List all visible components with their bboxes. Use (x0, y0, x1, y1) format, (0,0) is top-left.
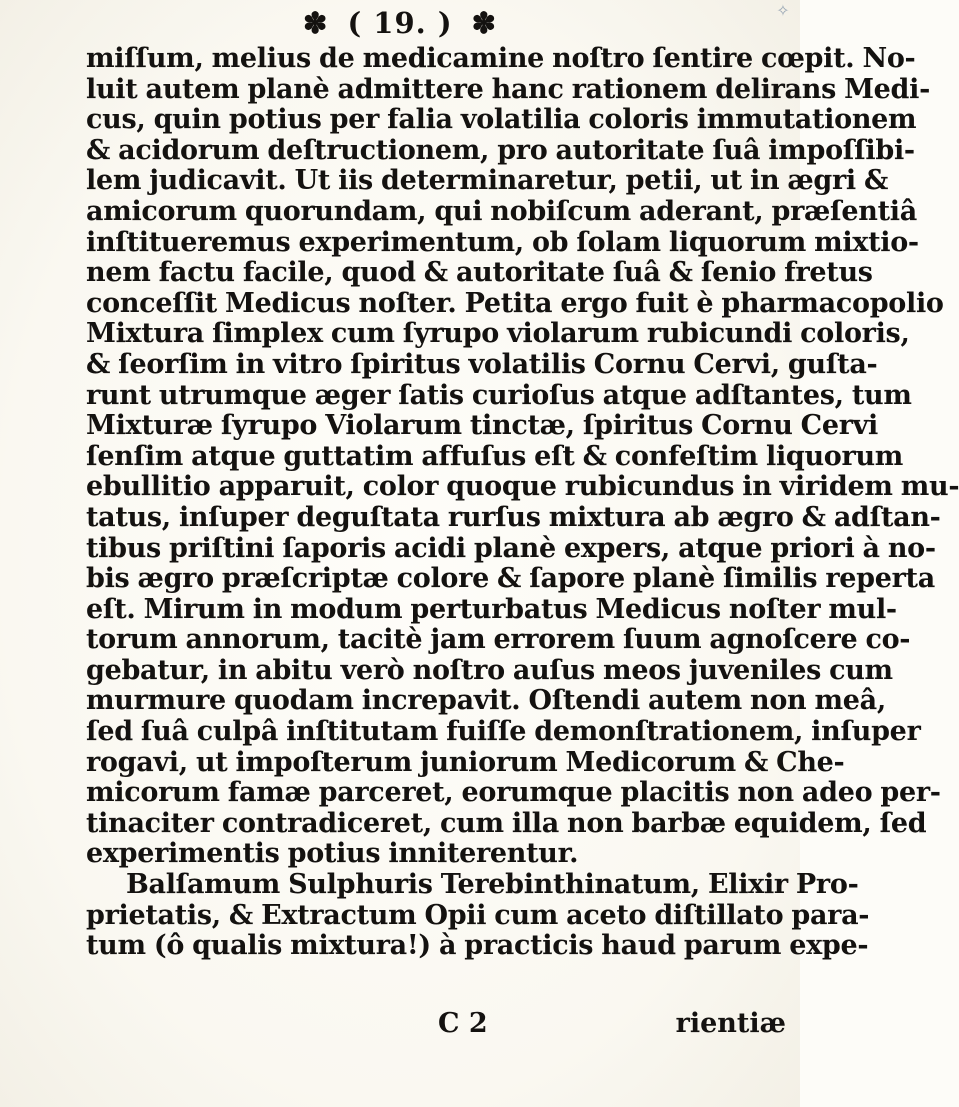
text-line: tinaciter contradiceret, cum illa non barbæ equidem, ſed (86, 807, 927, 839)
text-line: runt utrumque æger ſatis curioſus atque adſtantes, tum (86, 379, 912, 411)
text-line: miſſum, melius de medicamine noſtro ſentire cœpit. No- (86, 43, 916, 74)
text-line: tibus priſtini ſaporis acidi planè expers, atque priori à no- (86, 532, 936, 564)
text-line: rogavi, ut impoſterum juniorum Medicorum & Che- (86, 746, 845, 778)
signature-mark: C 2 (438, 1008, 488, 1039)
text-line: eſt. Mirum in modum perturbatus Medicus noſter mul- (86, 593, 897, 625)
catchword: rientiæ (675, 1008, 786, 1039)
text-line: murmure quodam increpavit. Oſtendi autem non meâ, (86, 685, 886, 717)
text-line: & ſeorſim in vitro ſpiritus volatilis Cornu Cervi, guſta- (86, 348, 878, 380)
page-header (0, 6, 800, 40)
text-line: gebatur, in abitu verò noſtro auſus meos juveniles cum (86, 654, 893, 686)
left-ornament: ✽ (303, 6, 329, 40)
body-text (86, 43, 959, 962)
text-line: tum (ô qualis mixtura!) à practicis haud parum expe- (86, 930, 869, 962)
text-line: luit autem planè admittere hanc rationem delirans Medi- (86, 73, 930, 105)
text-line: & acidorum deſtructionem, pro autoritate ſuâ impoſſibi- (86, 134, 915, 166)
page-footer (86, 1008, 786, 1040)
text-line: torum annorum, tacitè jam errorem ſuum agnoſcere co- (86, 624, 911, 656)
text-line: prietatis, & Extractum Opii cum aceto diſtillato para- (86, 899, 870, 931)
text-line-paragraph-end: experimentis potius inniterentur. (86, 838, 579, 870)
text-line: ebullitio apparuit, color quoque rubicundus in viridem mu- (86, 471, 959, 503)
text-line: nem factu facile, quod & autoritate ſuâ & ſenio fretus (86, 257, 873, 289)
text-line: conceſſit Medicus noſter. Petita ergo fuit è pharmacopolio (86, 287, 944, 319)
text-line: inſtitueremus experimentum, ob ſolam liquorum mixtio- (86, 226, 919, 258)
text-line: Mixtura ſimplex cum ſyrupo violarum rubicundi coloris, (86, 318, 910, 350)
text-line-paragraph-start: Balſamum Sulphuris Terebinthinatum, Elixir Pro- (126, 869, 859, 901)
text-line: lem judicavit. Ut iis determinaretur, petii, ut in ægri & (86, 165, 889, 197)
text-line: amicorum quorundam, qui nobiſcum aderant, præſentiâ (86, 195, 917, 227)
text-line: ſed ſuâ culpâ inſtitutam fuiſſe demonſtrationem, inſuper (86, 716, 921, 748)
page-number: ( 19. ) (347, 6, 453, 40)
text-line: micorum famæ parceret, eorumque placitis non adeo per- (86, 777, 941, 809)
right-ornament: ✽ (471, 6, 497, 40)
corner-stain-icon: ✧ (776, 1, 790, 20)
text-line: tatus, inſuper deguſtata rurſus mixtura ab ægro & adſtan- (86, 501, 941, 533)
text-line: cus, quin potius per falia volatilia coloris immutationem (86, 104, 917, 136)
text-line: ſenſim atque guttatim affuſus eſt & confeſtim liquorum (86, 440, 904, 472)
text-line: Mixturæ ſyrupo Violarum tinctæ, ſpiritus Cornu Cervi (86, 410, 879, 442)
text-line: bis ægro præſcriptæ colore & ſapore planè ſimilis reperta (86, 563, 935, 595)
